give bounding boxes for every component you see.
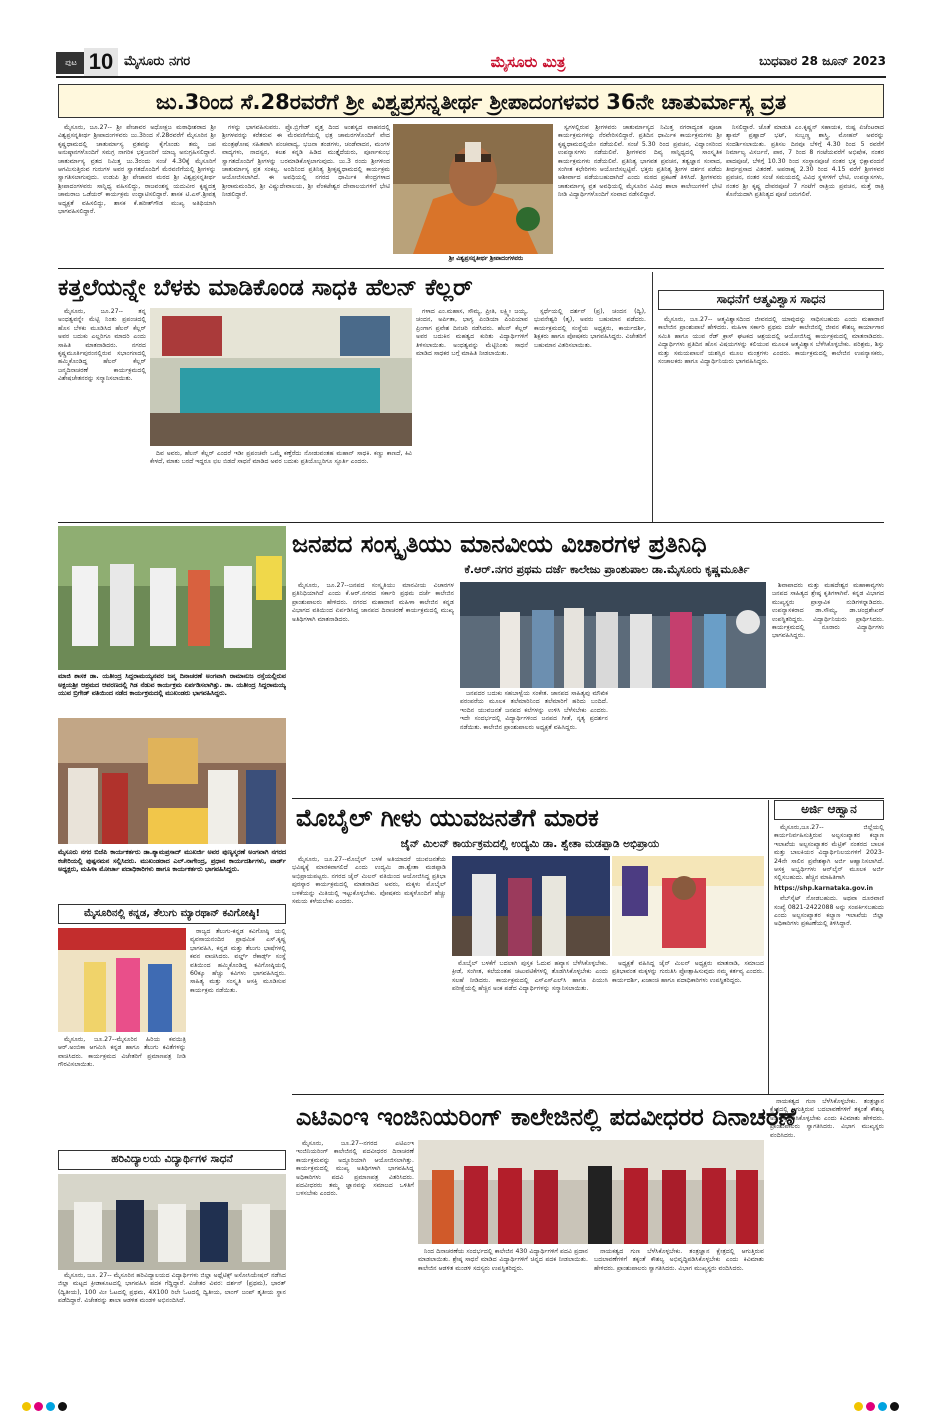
registration-mark xyxy=(854,1402,863,1411)
story7-box-title: ಮೈಸೂರಿನಲ್ಲಿ ಕನ್ನಡ, ತೆಲುಗು ಮ್ಯಾರಥಾನ್ ಕವಿಗೋಷ್ಠಿ! xyxy=(58,904,286,924)
story2-photo-group xyxy=(150,308,412,446)
story1-headline: ಜು.3ರಿಂದ ಸೆ.28ರವರೆಗೆ ಶ್ರೀ ವಿಶ್ವಪ್ರಸನ್ನತೀರ್ಥ ಶ್ರೀಪಾದಂಗಳವರ 36ನೇ ಚಾತುರ್ಮಾಸ್ಯ ವ್ರತ xyxy=(155,90,787,114)
story2-body-c: ಗಳಾದ ಎಂ.ಮಹಾಸ, ಸೌಮ್ಯ, ಪ್ರೀತಿ, ಲಕ್ಷ್ಮೀ ಜಯ್ಯ, ಚಂದನ, ಅರ್ಪಿತಾ, ಭಾಗ್ಯ ಪಿಂಡಿಯಾ ಪಿಂಪಿಯಾವ ಪ್ರಿಂಗಾಗ ಪ್ರವೇಶ ದಿನಚರಿ ನಡೆಸಿದರು. ಹೆಲನ್ ಕೆಲ್ಲರ್ ಅವರ ಬದುಕಿನ ಮಹತ್ವದ ಕುರಿತು ವಿದ್ಯಾರ್ಥಿಗಳಿಗೆ ತಿಳಿಸಲಾಯಿತು. ಅಂಧತ್ವವನ್ನು ಮೆಟ್ಟಿನಿಂತು ಸಾಧನೆ ಮಾಡಿದ ಸಾಧಕರ ಬಗ್ಗೆ ಮಾಹಿತಿ ನೀಡಲಾಯಿತು. xyxy=(416,308,528,358)
registration-mark xyxy=(58,1402,67,1411)
story9-col3: ನಾಯಕತ್ವದ ಗುಣ ಬೆಳೆಸಿಕೊಳ್ಳಬೇಕು. ತಂತ್ರಜ್ಞಾನ ಕ್ಷೇತ್ರದಲ್ಲಿ ಆಗುತ್ತಿರುವ ಬದಲಾವಣೆಗಳಿಗೆ ತಕ್ಕಂತೆ ಕೌಶಲ್ಯ ಅಭಿವೃದ್ಧಿಪಡಿಸಿಕೊಳ್ಳಬೇಕು ಎಂದು ಕಿವಿಮಾತು ಹೇಳಿದರು. ಪ್ರಾಂಶುಪಾಲರು ಸ್ವಾಗತಿಸಿದರು. ವಿಭಾಗ ಮುಖ್ಯಸ್ಥರು ವಂದಿಸಿದರು. xyxy=(594,1248,764,1272)
paper-logo: ಮೈಸೂರು ಮಿತ್ರ xyxy=(490,53,566,71)
story6-box-title: ಅರ್ಜಿ ಆಹ್ವಾನ xyxy=(774,800,884,820)
photo-tree-planting xyxy=(58,526,286,670)
story7-photo-poet xyxy=(58,928,186,1032)
story9-photo-graduates xyxy=(418,1140,764,1244)
story9-col1: ಮೈಸೂರು, ಜೂ.27--ನಗರದ ಎಟಿಎಂಇ ಇಂಜಿನಿಯರಿಂಗ್ ಕಾಲೇಜಿನಲ್ಲಿ ಪದವೀಧರರ ದಿನಾಚರಣೆ ಕಾರ್ಯಕ್ರಮವನ್ನು ಅದ್ದೂರಿಯಾಗಿ ಆಯೋಜಿಸಲಾಗಿತ್ತು. ಕಾರ್ಯಕ್ರಮದಲ್ಲಿ ಮುಖ್ಯ ಅತಿಥಿಗಳಾಗಿ ಭಾಗವಹಿಸಿದ್ದ ಅಧಿಕಾರಿಗಳು ಪದವಿ ಪ್ರಮಾಣಪತ್ರ ವಿತರಿಸಿದರು. ಪದವೀಧರರು ತಮ್ಮ ಜ್ಞಾನವನ್ನು ಸಮಾಜದ ಒಳಿತಿಗೆ ಬಳಸಬೇಕು ಎಂದರು. xyxy=(296,1140,414,1198)
page-label: ಪುಟ xyxy=(56,52,86,74)
story1-photo-caption: ಶ್ರೀ ವಿಶ್ವಪ್ರಸನ್ನತೀರ್ಥ ಶ್ರೀಪಾದಂಗಳವರು xyxy=(420,255,552,264)
story4-col3: ಶಿವಾಪಾದರು ಮತ್ತು ಮಹದೇಶ್ವರ ಮಹಾಕಾವ್ಯಗಳು ಜನಪದ ಸಾಹಿತ್ಯದ ಶ್ರೇಷ್ಠ ಕೃತಿಗಳಾಗಿವೆ. ಕನ್ನಡ ವಿಭಾಗದ ಮುಖ್ಯಸ್ಥರು ಪ್ರಾಸ್ತಾವಿಕ ನುಡಿಗಳನ್ನಾಡಿದರು. ಉಪನ್ಯಾಸಕರಾದ ಡಾ.ಸೌಮ್ಯ, ಡಾ.ಚಂದ್ರಶೇಖರ್ ಉಪಸ್ಥಿತರಿದ್ದರು. ವಿದ್ಯಾರ್ಥಿನಿಯರು ಪ್ರಾರ್ಥಿಸಿದರು. ಕಾರ್ಯಕ್ರಮದಲ್ಲಿ ನೂರಾರು ವಿದ್ಯಾರ್ಥಿಗಳು ಭಾಗವಹಿಸಿದ್ದರು. xyxy=(772,582,884,640)
divider xyxy=(292,1094,884,1095)
divider xyxy=(58,522,884,523)
story1-col3: ಸ್ವಗಳಲ್ಲಿರುವ ಶ್ರೀಗಳವರು ಚಾತುರ್ಮಾಸ್ಯದ ನಿಮಿತ್ತ ನಗರಾದ್ಯಂತ ಪೂಜಾ ಕಾರ್ಯಕ್ರಮಗಳನ್ನು ನೆರವೇರಿಸಲಿದ್ದಾರೆ. ಪ್ರತಿದಿನ ಧಾರ್ಮಿಕ ಕಾರ್ಯಕ್ರಮಗಳು ಶ್ರೀ ಕೃಷ್ಣಧಾಮದಲ್ಲಿಯೇ ನಡೆಯಲಿವೆ. ಸಂಜೆ 5.30 ರಿಂದ ಪ್ರವಚನ, ವಿದ್ವಾಂಸರಿಂದ ಉಪನ್ಯಾಸಗಳು ನಡೆಯಲಿವೆ. ಶ್ರೀಗಳವರ ದಿವ್ಯ ಸಾನ್ನಿಧ್ಯದಲ್ಲಿ ಸಾಂಸ್ಕೃತಿಕ ಕಾರ್ಯಕ್ರಮಗಳು ನಡೆಯಲಿವೆ. ಪ್ರತಿನಿತ್ಯ ಭಾಗವತ ಪ್ರವಚನ, ತತ್ವಜ್ಞಾನ ಸಂವಾದ, ಸಂಗೀತ ಕಛೇರಿಗಳು ಆಯೋಜಿಸಲ್ಪಟ್ಟಿವೆ. ಭಕ್ತರು ಪ್ರತಿನಿತ್ಯ ಶ್ರೀಗಳ ದರ್ಶನ ಪಡೆದು ಆಶೀರ್ವಾದ ಪಡೆಯಬಹುದಾಗಿದೆ ಎಂದು ಮಠದ ಪ್ರಕಟಣೆ ತಿಳಿಸಿದೆ. ಶ್ರೀಗಳವರು ಚಾತುರ್ಮಾಸ್ಯ ವ್ರತ ಅವಧಿಯಲ್ಲಿ ಮೈಸೂರಿನ ವಿವಿಧ ಶಾಲಾ ಕಾಲೇಜುಗಳಿಗೆ ಭೇಟಿ ನೀಡಿ ವಿದ್ಯಾರ್ಥಿಗಳೊಂದಿಗೆ ಸಂವಾದ ನಡೆಸಲಿದ್ದಾರೆ. xyxy=(558,124,722,199)
story4-photo-stage xyxy=(460,582,766,688)
story1-col4: ನಿಸಲಿದ್ದಾರೆ. ಜೊತೆ ಮಾಡುತಿ ಎಂ.ಕೃಷ್ಣನ್ ಸಹಾಯಕ, ರುಷ್ಪ ಏಜೆಂಟರಾದ ಶ್ಯಾಮ್ ಪ್ರಹ್ಲಾದ್ ಭಟ್, ಸುಬ್ಬಣ್ಣ ಶಾಸ್ತ್ರಿ, ಮೋಹನ್ ಅವರನ್ನು ಸಂದರ್ಶಿಸಲಾಯಿತು. ಪ್ರತಿಸಲ ದಿನವೂ ಬೆಳಿಗ್ಗೆ 4.30 ರಿಂದ 5 ರವರೆಗೆ ನಿರ್ಮಾಲ್ಯ ವಿಸರ್ಜನೆ, ಪಾಠ, 7 ರಿಂದ 8 ಗಂಟೆಯವರೆಗೆ ಅಭಿಷೇಕ, ನಂತರ ಪಾದಪೂಜೆ, ಬೆಳಿಗ್ಗೆ 10.30 ರಿಂದ ಸಂಸ್ಥಾನಪೂಜೆ ನಂತರ ಭಕ್ತ ಭಿಕ್ಷಾವಂದನೆ ತೀರ್ಥಪ್ರಸಾದ ವಿತರಣೆ. ಅಪರಾಹ್ನ 2.30 ರಿಂದ 4.15 ವರೆಗೆ ಶ್ರೀಗಳವರ ಪ್ರವಚನ, ನಂತರ ಸಂಜೆ ಸಮಯದಲ್ಲಿ ವಿವಿಧ ಸ್ಥಳಗಳಿಗೆ ಭೇಟಿ, ಉಪನ್ಯಾಸಗಳು, ನಂತರ ಶ್ರೀ ಕೃಷ್ಣ ದೇವರಪೂಜೆ 7 ಗಂಟೆಗೆ ರಾತ್ರಿಯ ಪ್ರವಚನ, ಮತ್ತೆ ರಾತ್ರಿ ಕೊನೆಯದಾಗಿ ಪ್ರತಿನಿತ್ಯದ ಪೂಜೆ ಜರುಗಲಿವೆ. xyxy=(726,124,884,199)
divider xyxy=(768,800,769,1094)
section-name: ಮೈಸೂರು ನಗರ xyxy=(124,54,191,69)
story6-body: ಮೈಸೂರು,ಜೂ.27-- ಜಿಲ್ಲೆಯಲ್ಲಿ ಕಾರ್ಯನಿರ್ವಹಿಸುತ್ತಿರುವ ಅಲ್ಪಸಂಖ್ಯಾತರ ಕಲ್ಯಾಣ ಇಲಾಖೆಯ ಅಲ್ಪಸಂಖ್ಯಾತರ ಮೆಟ್ರಿಕ್ ನಂತರದ ಬಾಲಕ ಮತ್ತು ಬಾಲಕಿಯರ ವಿದ್ಯಾರ್ಥಿನಿಲಯಗಳಿಗೆ 2023-24ನೇ ಸಾಲಿನ ಪ್ರವೇಶಕ್ಕಾಗಿ ಅರ್ಜಿ ಆಹ್ವಾನಿಸಲಾಗಿದೆ. ಆಸಕ್ತ ಅಭ್ಯರ್ಥಿಗಳು ಆನ್‌ಲೈನ್ ಮೂಲಕ ಅರ್ಜಿ ಸಲ್ಲಿಸಬಹುದು. ಹೆಚ್ಚಿನ ಮಾಹಿತಿಗಾಗಿ https://shp.karnataka.gov.in ವೆಬ್‌ಸೈಟ್ ನೋಡಬಹುದು. ಅಥವಾ ದೂರವಾಣಿ ಸಂಖ್ಯೆ 0821-2422088 ಅನ್ನು ಸಂಪರ್ಕಿಸಬಹುದು ಎಂದು ಅಲ್ಪಸಂಖ್ಯಾತರ ಕಲ್ಯಾಣ ಇಲಾಖೆಯ ಜಿಲ್ಲಾ ಅಧಿಕಾರಿಗಳು ಪ್ರಕಟಣೆಯಲ್ಲಿ ತಿಳಿಸಿದ್ದಾರೆ. xyxy=(774,824,884,928)
story3-box-title: ಸಾಧನೆಗೆ ಆತ್ಮವಿಶ್ವಾಸ ಸಾಧನ xyxy=(658,290,884,310)
registration-mark xyxy=(46,1402,55,1411)
story7-body2: ಮೈಸೂರು, ಜೂ.27--ಮೈಸೂರಿನ ಹಿರಿಯ ಕವಯಿತ್ರಿ ಆರ್.ಅಂಬಿಕಾ ಆಗಮಿಸಿ ಕನ್ನಡ ಹಾಗೂ ತೆಲುಗು ಕವಿತೆಗಳನ್ನು ವಾಚಿಸಿದರು. ಕಾರ್ಯಕ್ರಮದ ವಿಜೇತರಿಗೆ ಪ್ರಮಾಣಪತ್ರ ನೀಡಿ ಗೌರವಿಸಲಾಯಿತು. xyxy=(58,1036,186,1069)
story8-box-title: ಹರಿವಿದ್ಯಾಲಯ ವಿದ್ಯಾರ್ಥಿಗಳ ಸಾಧನೆ xyxy=(58,1150,286,1170)
page-number: 10 xyxy=(84,48,118,76)
story9-col2: ನಿಂದ ದಿನಾಚರಣೆಯ ಸಂದರ್ಭದಲ್ಲಿ ಕಾಲೇಜಿನ 430 ವಿದ್ಯಾರ್ಥಿಗಳಿಗೆ ಪದವಿ ಪ್ರದಾನ ಮಾಡಲಾಯಿತು. ಶ್ರೇಷ್ಠ ಸಾಧನೆ ಮಾಡಿದ ವಿದ್ಯಾರ್ಥಿಗಳಿಗೆ ಚಿನ್ನದ ಪದಕ ನೀಡಲಾಯಿತು. ಕಾಲೇಜಿನ ಆಡಳಿತ ಮಂಡಳಿ ಸದಸ್ಯರು ಉಪಸ್ಥಿತರಿದ್ದರು. xyxy=(418,1248,588,1272)
story5-col2: ಮೊಬೈಲ್ ಬಳಕೆಗೆ ಬದಲಾಗಿ ಪುಸ್ತಕ ಓದುವ ಹವ್ಯಾಸ ಬೆಳೆಸಿಕೊಳ್ಳಬೇಕು. ಕ್ರೀಡೆ, ಸಂಗೀತ, ಕಲೆಯಂತಹ ಚಟುವಟಿಕೆಗಳಲ್ಲಿ ತೊಡಗಿಸಿಕೊಳ್ಳಬೇಕು ಎಂದು ಸಲಹೆ ನೀಡಿದರು. ಕಾರ್ಯಕ್ರಮದಲ್ಲಿ ಎಸ್ಎಸ್ಎಲ್‌ಸಿ ಹಾಗೂ ಪಿಯುಸಿ ಪರೀಕ್ಷೆಯಲ್ಲಿ ಹೆಚ್ಚಿನ ಅಂಕ ಪಡೆದ ವಿದ್ಯಾರ್ಥಿಗಳನ್ನು ಸನ್ಮಾನಿಸಲಾಯಿತು. xyxy=(452,960,608,993)
story4-subhead: ಕೆ.ಆರ್.ನಗರ ಪ್ರಥಮ ದರ್ಜೆ ಕಾಲೇಜು ಪ್ರಾಂಶುಪಾಲ ಡಾ.ಮೈಸೂರು ಕೃಷ್ಣಮೂರ್ತಿ xyxy=(464,563,750,576)
story5-col3: ಅಧ್ಯಕ್ಷತೆ ವಹಿಸಿದ್ದ ಜೈನ್ ಮಿಲನ್ ಅಧ್ಯಕ್ಷರು ಮಾತನಾಡಿ, ಸಮಾಜದ ಪ್ರತಿಭಾವಂತ ಮಕ್ಕಳನ್ನು ಗುರುತಿಸಿ ಪ್ರೋತ್ಸಾಹಿಸುವುದು ನಮ್ಮ ಕರ್ತವ್ಯ ಎಂದರು. ಕಾರ್ಯದರ್ಶಿ, ಖಜಾಂಚಿ ಹಾಗೂ ಪದಾಧಿಕಾರಿಗಳು ಉಪಸ್ಥಿತರಿದ್ದರು. xyxy=(612,960,764,984)
story7-body: ರಾಜ್ಯದ ತೆಲುಗು-ಕನ್ನಡ ಕವಿಗೋಷ್ಠಿ ಯಲ್ಲಿ ವ್ಯವಸಾಯನಂದಿರ ಪ್ರಾಥಮಿಕ ಎಸ್.ಕೃಷ್ಣ ಭಾಗವಹಿಸಿ, ಕನ್ನಡ ಮತ್ತು ತೆಲುಗು ಭಾಷೆಗಳಲ್ಲಿ ಕವನ ವಾಚಿಸಿದರು. ವರ್ಲ್ಡ್ ರೆಕಾರ್ಡ್ಸ್ ಸಂಸ್ಥೆ ವತಿಯಿಂದ ಹಮ್ಮಿಕೊಂಡಿದ್ದ ಕವಿಗೋಷ್ಠಿಯಲ್ಲಿ 60ಕ್ಕೂ ಹೆಚ್ಚು ಕವಿಗಳು ಭಾಗವಹಿಸಿದ್ದರು. ಸಾಹಿತ್ಯ ಮತ್ತು ಸಂಸ್ಕೃತಿ ಆಸಕ್ತಿ ಮೂಡಿಸುವ ಕಾರ್ಯಕ್ರಮ ನಡೆಯಿತು. xyxy=(190,928,286,994)
issue-date: ಬುಧವಾರ 28 ಜೂನ್ 2023 xyxy=(759,54,886,68)
story2-body-d: ಸ್ಪರ್ಧೆಯಲ್ಲಿ ದರ್ಶನ್ (ಪ್ರ), ಚಂದನ (ದ್ವಿ), ಭುವನೇಶ್ವರಿ (ತೃ), ಅವರು ಬಹುಮಾನ ಪಡೆದರು. ಕಾರ್ಯಕ್ರಮದಲ್ಲಿ ಸಂಸ್ಥೆಯ ಅಧ್ಯಕ್ಷರು, ಕಾರ್ಯದರ್ಶಿ, ಶಿಕ್ಷಕರು ಹಾಗೂ ಪೋಷಕರು ಭಾಗವಹಿಸಿದ್ದರು. ವಿಜೇತರಿಗೆ ಬಹುಮಾನ ವಿತರಿಸಲಾಯಿತು. xyxy=(534,308,646,349)
divider xyxy=(58,268,884,269)
story5-photo-award xyxy=(452,856,610,956)
story4-col1: ಮೈಸೂರು, ಜೂ.27--ಜನಪದ ಸಂಸ್ಕೃತಿಯು ಮಾನವೀಯ ವಿಚಾರಗಳ ಪ್ರತಿನಿಧಿಯಾಗಿದೆ ಎಂದು ಕೆ.ಆರ್.ನಗರದ ಸರ್ಕಾರಿ ಪ್ರಥಮ ದರ್ಜೆ ಕಾಲೇಜಿನ ಪ್ರಾಂಶುಪಾಲರು ಹೇಳಿದರು. ನಗರದ ಮಹಾರಾಣಿ ಮಹಿಳಾ ಕಾಲೇಜಿನ ಕನ್ನಡ ವಿಭಾಗದ ವತಿಯಿಂದ ಏರ್ಪಡಿಸಿದ್ದ ಜಾನಪದ ದಿನಾಚರಣೆ ಕಾರ್ಯಕ್ರಮದಲ್ಲಿ ಮುಖ್ಯ ಅತಿಥಿಗಳಾಗಿ ಮಾತನಾಡಿದರು. xyxy=(292,582,454,623)
story5-headline: ಮೊಬೈಲ್ ಗೀಳು ಯುವಜನತೆಗೆ ಮಾರಕ xyxy=(296,804,599,832)
registration-mark xyxy=(890,1402,899,1411)
story9-headline: ಎಟಿಎಂಇ ಇಂಜಿನಿಯರಿಂಗ್ ಕಾಲೇಜಿನಲ್ಲಿ ಪದವೀಧರರ ದಿನಾಚರಣೆ xyxy=(296,1103,796,1131)
story5-photo-speaker xyxy=(612,856,764,956)
story1-photo-swami xyxy=(393,124,553,254)
story2-body-a: ಮೈಸೂರು, ಜೂ.27-- ತನ್ನ ಅಂಧತ್ವವನ್ನೇ ಮೆಟ್ಟಿ ನಿಂತು ಪ್ರಪಂಚದಲ್ಲಿ ಹೊಸ ಬೆಳಕು ಮೂಡಿಸಿದ ಹೆಲನ್ ಕೆಲ್ಲರ್ ಅವರ ಬದುಕು ಎಲ್ಲರಿಗೂ ಮಾದರಿ ಎಂದು ಸಾಹಿತಿ ಮಾತನಾಡಿದರು. ನಗರದ ಕೃಷ್ಣಮೂರ್ತಿಪುರಂನಲ್ಲಿರುವ ಸಭಾಂಗಣದಲ್ಲಿ ಹಮ್ಮಿಕೊಂಡಿದ್ದ ಹೆಲನ್ ಕೆಲ್ಲರ್ ಜನ್ಮದಿನಾಚರಣೆ ಕಾರ್ಯಕ್ರಮದಲ್ಲಿ ವಿಶೇಷಚೇತನರನ್ನು ಸನ್ಮಾನಿಸಲಾಯಿತು. xyxy=(58,308,146,383)
story4-col2: ಜನಪದರ ಬದುಕು ಸಹಬಾಳ್ವೆಯ ಸಂಕೇತ. ಜಾನಪದ ಸಾಹಿತ್ಯವು ಮೌಖಿಕ ಪರಂಪರೆಯ ಮೂಲಕ ತಲೆಮಾರಿನಿಂದ ತಲೆಮಾರಿಗೆ ಹರಿದು ಬಂದಿದೆ. ಇಂದಿನ ಯುವಜನತೆ ಜನಪದ ಕಲೆಗಳನ್ನು ಉಳಿಸಿ ಬೆಳೆಸಬೇಕು ಎಂದರು. ಇದೇ ಸಂದರ್ಭದಲ್ಲಿ ವಿದ್ಯಾರ್ಥಿಗಳಿಂದ ಜನಪದ ಗೀತೆ, ನೃತ್ಯ ಪ್ರದರ್ಶನ ನಡೆಯಿತು. ಕಾಲೇಜಿನ ಪ್ರಾಂಶುಪಾಲರು ಅಧ್ಯಕ್ಷತೆ ವಹಿಸಿದ್ದರು. xyxy=(460,690,608,731)
registration-mark xyxy=(22,1402,31,1411)
story5-subhead: ಜೈನ್ ಮಿಲನ್ ಕಾರ್ಯಕ್ರಮದಲ್ಲಿ ಉದ್ಯಮಿ ಡಾ. ಶ್ವೇತಾ ಮಡಪ್ಪಾಡಿ ಅಭಿಪ್ರಾಯ xyxy=(400,838,660,850)
registration-mark xyxy=(866,1402,875,1411)
registration-mark xyxy=(34,1402,43,1411)
story2-headline: ಕತ್ತಲೆಯನ್ನೇ ಬೆಳಕು ಮಾಡಿಕೊಂಡ ಸಾಧಕಿ ಹೆಲನ್ ಕೆಲ್ಲರ್ xyxy=(58,275,473,301)
divider xyxy=(652,272,653,522)
photo-bjp-tribute-caption: ಮೈಸೂರು ನಗರ ಬಿಜೆಪಿ ಕಾರ್ಯಕರ್ತರು ಡಾ.ಶ್ಯಾಮಪ್ರಸಾದ್ ಮುಖರ್ಜಿ ಅವರ ಪುಣ್ಯಸ್ಮರಣೆ ಅಂಗವಾಗಿ ನಗರದ ಕಚೇರಿಯಲ್ಲಿ ಪುಷ್ಪನಮನ ಸಲ್ಲಿಸಿದರು. ಮುಖಂಡರಾದ ಎಲ್.ನಾಗೇಂದ್ರ, ಪ್ರಧಾನ ಕಾರ್ಯದರ್ಶಿಗಳು, ವಾರ್ಡ್ ಅಧ್ಯಕ್ಷರು, ಮಹಿಳಾ ಮೋರ್ಚಾ ಪದಾಧಿಕಾರಿಗಳು ಹಾಗೂ ಕಾರ್ಯಕರ್ತರು ಭಾಗವಹಿಸಿದ್ದರು. xyxy=(58,848,286,874)
story2-body-b: ದಿವ ಅವರು, ಹೆಲನ್ ಕೆಲ್ಲರ್ ಎಂದರೆ ಇಡೀ ಪ್ರಪಂಚವೇ ಒಮ್ಮೆ ಕಣ್ತೆರೆದು ನೋಡುವಂತಹ ಮಹಾನ್ ಸಾಧಕಿ. ಕಣ್ಣು ಕಾಣದೆ, ಕಿವಿ ಕೇಳದೆ, ಮಾತು ಬರದೆ ಇದ್ದರೂ ಛಲ ಬಿಡದೆ ಸಾಧನೆ ಮಾಡಿದ ಅವರ ಬದುಕು ಪ್ರತಿಯೊಬ್ಬರಿಗೂ ಸ್ಫೂರ್ತಿ ಎಂದರು. xyxy=(150,450,412,466)
story1-headline-box xyxy=(58,84,884,118)
masthead xyxy=(56,48,886,78)
story4-headline: ಜನಪದ ಸಂಸ್ಕೃತಿಯು ಮಾನವೀಯ ವಿಚಾರಗಳ ಪ್ರತಿನಿಧಿ xyxy=(292,530,707,558)
story9-col3-cont: ನಾಯಕತ್ವದ ಗುಣ ಬೆಳೆಸಿಕೊಳ್ಳಬೇಕು. ತಂತ್ರಜ್ಞಾನ ಕ್ಷೇತ್ರದಲ್ಲಿ ಆಗುತ್ತಿರುವ ಬದಲಾವಣೆಗಳಿಗೆ ತಕ್ಕಂತೆ ಕೌಶಲ್ಯ ಅಭಿವೃದ್ಧಿಪಡಿಸಿಕೊಳ್ಳಬೇಕು ಎಂದು ಕಿವಿಮಾತು ಹೇಳಿದರು. ಪ್ರಾಂಶುಪಾಲರು ಸ್ವಾಗತಿಸಿದರು. ವಿಭಾಗ ಮುಖ್ಯಸ್ಥರು ವಂದಿಸಿದರು. xyxy=(770,1098,884,1139)
story1-col2: ಗಳನ್ನು ಭಾಗವಹಿಸುವರು. ಪ್ರೊ.ಬ್ರಿಗೇಡ್ ವೃತ್ತ ದಿಂದ ಅಂಶಸ್ವದ ವಾಹನದಲ್ಲಿ ಶ್ರೀಗಳವರನ್ನು ಕರೆತರುವ ಈ ಮೆರವಣಿಗೆಯಲ್ಲಿ ಛತ್ರ ಚಾಮರಗಳೊಂದಿಗೆ ವೇದ ಮಂತ್ರಘೋಷ ಸಹಿತವಾಗಿ ಪಂಚವಾದ್ಯ, ಭಜನಾ ತಂಡಗಳು, ಚಂಡೆವಾದನ, ಮಂಗಳ ವಾದ್ಯಗಳು, ನಾದಸ್ವರ, ಕಲಶ ಕನ್ನಡಿ ಹಿಡಿದ ಮುತ್ತೈದೆಯರು, ಪೂರ್ಣಕುಂಭ ಸ್ವಾಗತದೊಂದಿಗೆ ಶ್ರೀಗಳನ್ನು ಬರಮಾಡಿಕೊಳ್ಳಲಾಗುವುದು. ಜು.3 ರಂದು ಶ್ರೀಗಳಿಂದ ಚಾತುರ್ಮಾಸ್ಯ ವ್ರತ ಸಂಕಲ್ಪ. ಅಂದಿನಿಂದ ಪ್ರತಿನಿತ್ಯ ಶ್ರೀಕೃಷ್ಣಧಾಮದಲ್ಲಿ ಕಾರ್ಯಕ್ರಮ ಆಯೋಜಿಸಲಾಗಿದೆ. ಈ ಅವಧಿಯಲ್ಲಿ ನಗರದ ಧಾರ್ಮಿಕ ಕೇಂದ್ರಗಳಾದ ಶ್ರೀರಾಮಮಂದಿರ, ಶ್ರೀ ವಿಷ್ಣುದೇವಾಲಯ, ಶ್ರೀ ವೆಂಕಟೇಶ್ವರ ದೇವಾಲಯಗಳಿಗೆ ಭೇಟಿ ನೀಡಲಿದ್ದಾರೆ. xyxy=(222,124,390,199)
story5-col1: ಮೈಸೂರು, ಜೂ.27--ಮೊಬೈಲ್ ಬಳಕೆ ಅತಿಯಾದರೆ ಯುವಜನತೆಯ ಭವಿಷ್ಯಕ್ಕೆ ಮಾರಕವಾಗಲಿದೆ ಎಂದು ಉದ್ಯಮಿ ಡಾ.ಶ್ವೇತಾ ಮಡಪ್ಪಾಡಿ ಅಭಿಪ್ರಾಯಪಟ್ಟರು. ನಗರದ ಜೈನ್ ಮಿಲನ್ ವತಿಯಿಂದ ಆಯೋಜಿಸಿದ್ದ ಪ್ರತಿಭಾ ಪುರಸ್ಕಾರ ಕಾರ್ಯಕ್ರಮದಲ್ಲಿ ಮಾತನಾಡಿದ ಅವರು, ಮಕ್ಕಳು ಮೊಬೈಲ್ ಬಳಕೆಯನ್ನು ಮಿತಿಯಲ್ಲಿ ಇಟ್ಟುಕೊಳ್ಳಬೇಕು. ಪೋಷಕರು ಮಕ್ಕಳೊಂದಿಗೆ ಹೆಚ್ಚು ಸಮಯ ಕಳೆಯಬೇಕು ಎಂದರು. xyxy=(292,856,446,906)
photo-bjp-tribute xyxy=(58,718,286,844)
story1-col1: ಮೈಸೂರು, ಜೂ.27-- ಶ್ರೀ ಪೇಜಾವರ ಅಧೋಕ್ಷಜ ಮಠಾಧೀಶರಾದ ಶ್ರೀ ವಿಶ್ವಪ್ರಸನ್ನತೀರ್ಥ ಶ್ರೀಪಾದಂಗಳವರು ಜು.3ರಿಂದ ಸೆ.28ರವರೆಗೆ ಮೈಸೂರಿನ ಶ್ರೀ ಕೃಷ್ಣಧಾಮದಲ್ಲಿ ಚಾತುರ್ಮಾಸ್ಯ ವ್ರತವನ್ನು ಕೈಗೊಂಡು ತಮ್ಮ ಜಪ ಅನುಷ್ಠಾನಗಳೊಂದಿಗೆ ಸಮಗ್ರ ನಾಗರಿಕ ಭಕ್ತಜನರಿಗೆ ಯಾಜ್ಯ ಅನುಗ್ರಹಿಸಲಿದ್ದಾರೆ. ಚಾತುರ್ಮಾಸ್ಯ ವ್ರತದ ನಿಮಿತ್ತ ಜು.3ರಂದು ಸಂಜೆ 4.30ಕ್ಕೆ ಮೈಸೂರಿಗೆ ಆಗಮಿಸುತ್ತಿರುವ ಗುರುಗಳ ಅವರ ಸ್ವಾಗತದೊಂದಿಗೆ ಮೆರವಣಿಗೆಯಲ್ಲಿ ಶ್ರೀಗಳನ್ನು ಸ್ವಾಗತಿಸಲಾಗುವುದು. ಉಡುಪಿ ಶ್ರೀ ಪೇಜಾವರ ಮಠದ ಶ್ರೀ ವಿಶ್ವಪ್ರಸನ್ನತೀರ್ಥ ಶ್ರೀಪಾದಂಗಳವರು ಸಾನ್ನಿಧ್ಯ ವಹಿಸಲಿದ್ದು, ರಾಜವಂಶಸ್ಥ ಯದುವೀರ ಕೃಷ್ಣದತ್ತ ಚಾಮರಾಜ ಒಡೆಯರ್ ಕಾರ್ಯಕ್ರಮ ಉದ್ಘಾಟಿಸಲಿದ್ದಾರೆ. ಶಾಸಕ ಟಿ.ಎಸ್.ಶ್ರೀವತ್ಸ ಅಧ್ಯಕ್ಷತೆ ವಹಿಸಲಿದ್ದು, ಶಾಸಕ ಕೆ.ಹರೀಶ್‌ಗೌಡ ಮುಖ್ಯ ಅತಿಥಿಯಾಗಿ ಭಾಗವಹಿಸಲಿದ್ದಾರೆ. xyxy=(58,124,216,216)
divider xyxy=(292,798,884,799)
photo-tree-planting-caption: ಮಾಜಿ ಶಾಸಕ ಡಾ. ಯತೀಂದ್ರ ಸಿದ್ದರಾಮಯ್ಯನವರ ಜನ್ಮ ದಿನಾಚರಣೆ ಅಂಗವಾಗಿ ರಾಮಾನುಜ ರಸ್ತೆಯಲ್ಲಿರುವ ಅಕ್ಷಯಶ್ರೀ ಆಶ್ರಮದ ಆವರಣದಲ್ಲಿ ಗಿಡ ನೆಡುವ ಕಾರ್ಯಕ್ರಮ ಏರ್ಪಡಿಸಲಾಗಿತ್ತು. ಡಾ. ಯತೀಂದ್ರ ಸಿದ್ದರಾಮಯ್ಯ ಯುವ ಬ್ರಿಗೇಡ್ ವತಿಯಿಂದ ನಡೆದ ಕಾರ್ಯಕ್ರಮದಲ್ಲಿ ಮುಖಂಡರು ಭಾಗವಹಿಸಿದ್ದರು. xyxy=(58,672,286,698)
story8-body: ಮೈಸೂರು, ಜೂ. 27-- ಮೈಸೂರಿನ ಹರಿವಿದ್ಯಾಲಯದ ವಿದ್ಯಾರ್ಥಿಗಳು ಜಿಲ್ಲಾ ಅಥ್ಲೆಟಿಕ್ಸ್ ಅಸೋಸಿಯೇಷನ್ ನಡೆಸಿದ ಜಿಲ್ಲಾ ಮಟ್ಟದ ಕ್ರೀಡಾಕೂಟದಲ್ಲಿ ಭಾಗವಹಿಸಿ ಪದಕ ಗೆದ್ದಿದ್ದಾರೆ. ವಿಜೇತರ ವಿವರ: ದರ್ಶನ್ (ಪ್ರಥಮ), ಭಾರತ್ (ದ್ವಿತೀಯ), 100 ಮೀ ಓಟದಲ್ಲಿ ಪ್ರಥಮ, 4X100 ರಿಲೇ ಓಟದಲ್ಲಿ ದ್ವಿತೀಯ, ಲಾಂಗ್ ಜಂಪ್ ತೃತೀಯ ಸ್ಥಾನ ಪಡೆದಿದ್ದಾರೆ. ವಿಜೇತರನ್ನು ಶಾಲಾ ಆಡಳಿತ ಮಂಡಳಿ ಅಭಿನಂದಿಸಿದೆ. xyxy=(58,1272,286,1305)
story3-body: ಮೈಸೂರು, ಜೂ.27-- ಆತ್ಮವಿಶ್ವಾಸದಿಂದ ಜೀವನದಲ್ಲಿ ಯಾವುದನ್ನು ಸಾಧಿಸಬಹುದು ಎಂದು ಮಹಾರಾಣಿ ಕಾಲೇಜಿನ ಪ್ರಾಂಶುಪಾಲೆ ಹೇಳಿದರು. ಮಹಿಳಾ ಸರ್ಕಾರಿ ಪ್ರಥಮ ದರ್ಜೆ ಕಾಲೇಜಿನಲ್ಲಿ ಜೀವನ ಕೌಶಲ್ಯ ಕಾರ್ಯಾಗಾರ ಸಮಿತಿ ಹಾಗೂ ಯುವ ರೆಡ್ ಕ್ರಾಸ್ ಘಟಕದ ಆಶ್ರಯದಲ್ಲಿ ಆಯೋಜಿಸಿದ್ದ ಕಾರ್ಯಕ್ರಮದಲ್ಲಿ ಮಾತನಾಡಿದರು. ವಿದ್ಯಾರ್ಥಿಗಳು ಪ್ರತಿದಿನ ಹೊಸ ವಿಷಯಗಳನ್ನು ಕಲಿಯುವ ಮೂಲಕ ಆತ್ಮವಿಶ್ವಾಸ ಬೆಳೆಸಿಕೊಳ್ಳಬೇಕು. ಪರಿಶ್ರಮ, ಶಿಸ್ತು ಮತ್ತು ಸಮಯಪಾಲನೆ ಯಶಸ್ಸಿನ ಮೂಲ ಮಂತ್ರಗಳು ಎಂದರು. ಕಾರ್ಯಕ್ರಮದಲ್ಲಿ ಕಾಲೇಜಿನ ಉಪನ್ಯಾಸಕರು, ಸಂಚಾಲಕರು ಹಾಗೂ ವಿದ್ಯಾರ್ಥಿನಿಯರು ಭಾಗವಹಿಸಿದ್ದರು. xyxy=(658,316,884,366)
registration-mark xyxy=(878,1402,887,1411)
story8-photo-students xyxy=(58,1174,286,1270)
story6-link[interactable]: https://shp.karnataka.gov.in xyxy=(774,884,874,892)
